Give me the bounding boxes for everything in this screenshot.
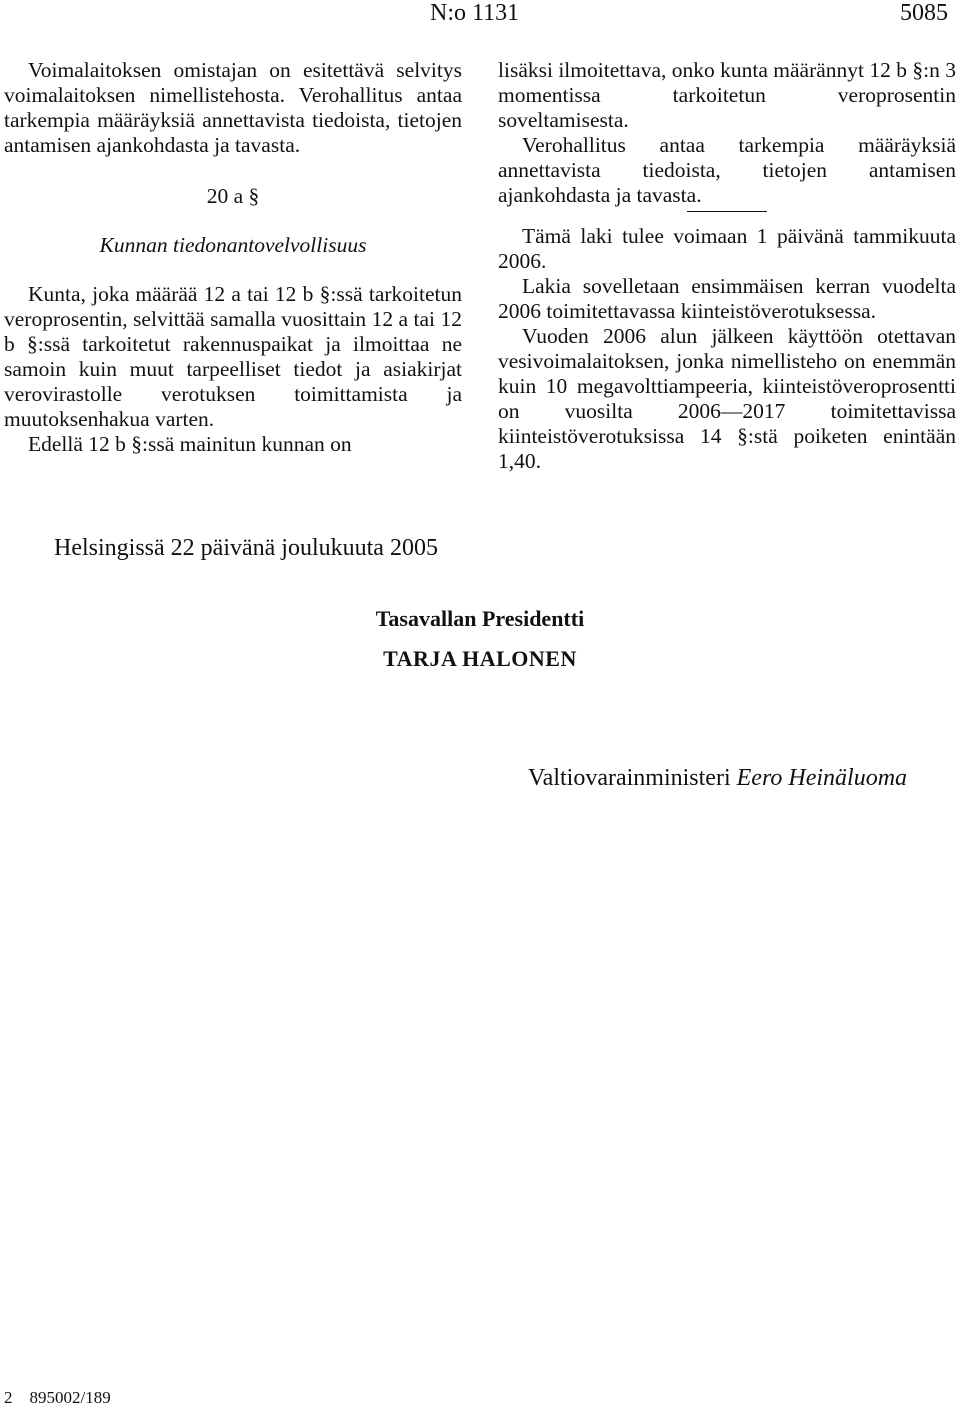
left-column (4, 58, 462, 457)
right-column (498, 58, 956, 474)
section-title: Kunnan tiedonantovelvollisuus (99, 233, 367, 257)
minister-role: Valtiovarainministeri (528, 765, 731, 791)
paragraph-municipality-12b: Edellä 12 b §:ssä mainitun kunnan on (28, 432, 352, 456)
president-title: Tasavallan Presidentti (375, 606, 585, 631)
paragraph-continuation: lisäksi ilmoitettava, onko kunta määrännyt 12 b §:n 3 momentissa tarkoitetun veroprosentin soveltamisesta. (498, 58, 956, 132)
minister-name: Eero Heinäluoma (736, 765, 908, 791)
place-and-date: Helsingissä 22 päivänä joulukuuta 2005 (54, 535, 438, 561)
paragraph-tax-authority: Verohallitus antaa tarkempia määräyksiä annettavista tiedoista, tietojen antamisen ajankohdasta ja tavasta. (498, 133, 956, 207)
paragraph-hydropower-rate: Vuoden 2006 alun jälkeen käyttöön otettavan vesivoimalaitoksen, jonka nimellisteho on enemmän kuin 10 megavolttiampeeria, kiinteistöveroprosentti on vuosilta 2006—2017 toimitettavissa kiinteistöverotuksissa 14 §:stä poiketen enintään 1,40. (498, 324, 956, 473)
footer-code: 2 895002/189 (4, 1388, 111, 1407)
paragraph-entry-into-force: Tämä laki tulee voimaan 1 päivänä tammikuuta 2006. (498, 224, 956, 273)
section-divider (687, 211, 767, 212)
section-number: 20 a § (206, 184, 260, 208)
paragraph-first-application: Lakia sovelletaan ensimmäisen kerran vuodelta 2006 toimitettavassa kiinteistöverotuksessa. (498, 274, 956, 323)
issue-number: N:o 1131 (430, 0, 520, 26)
minister-signature (528, 764, 907, 792)
paragraph-municipality-duty: Kunta, joka määrää 12 a tai 12 b §:ssä tarkoitetun veroprosentin, selvittää samalla vuosittain 12 a tai 12 b §:ssä tarkoitetut rakennuspaikat ja ilmoittaa ne samoin kuin muut tarpeelliset tiedot ja asiakirjat verovirastolle verotuksen toimittamista ja muutoksenhakua varten. (4, 282, 462, 431)
paragraph-owner-report: Voimalaitoksen omistajan on esitettävä selvitys voimalaitoksen nimellistehosta. Verohallitus antaa tarkempia määräyksiä annettavista tiedoista, tietojen antamisen ajankohdasta ja tavasta. (4, 58, 462, 157)
president-name: TARJA HALONEN (383, 646, 577, 671)
page-number: 5085 (900, 0, 948, 26)
